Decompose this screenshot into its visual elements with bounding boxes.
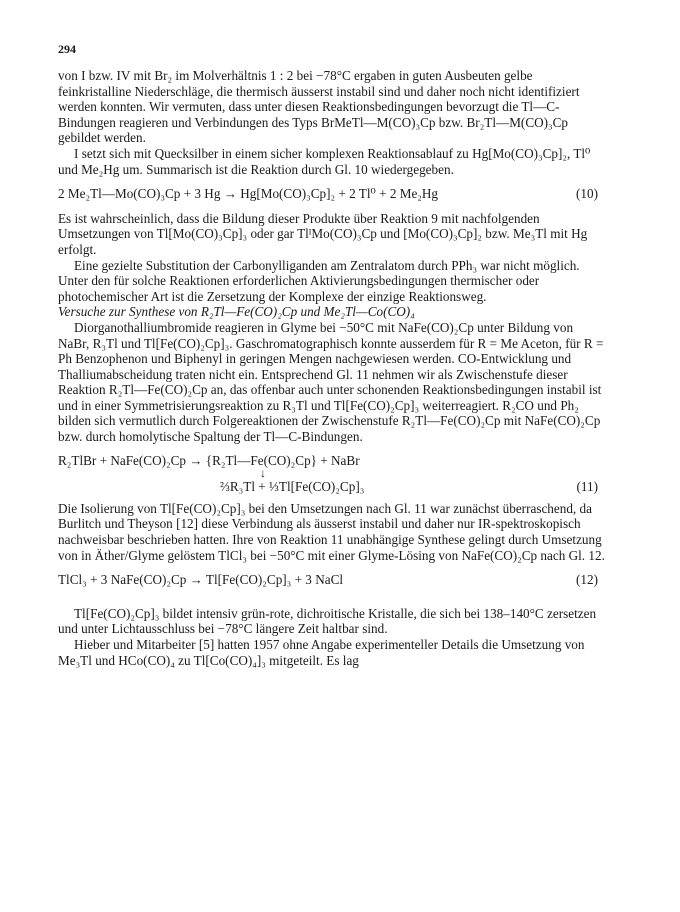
equation-10 <box>58 186 606 202</box>
equation-line <box>58 479 598 495</box>
equation-number: (10) <box>576 186 598 202</box>
paragraph: Tl[Fe(CO)₂Cp]₃ bildet intensiv grün-rote, dichroitische Kristalle, die sich bei 138–140°C zersetzen und unter Lichtausschluss bei −78°C längere Zeit haltbar sind. <box>58 605 597 637</box>
equation-text: TlCl₃ + 3 NaFe(CO)₂Cp → Tl[Fe(CO)₂Cp]₃ + 3 NaCl <box>58 572 344 588</box>
paragraph: Diorganothalliumbromide reagieren in Glyme bei −50°C mit NaFe(CO)₂Cp unter Bildung von NaBr, R₃Tl und Tl[Fe(CO)₂Cp]₃. Gaschromatographisch konnte ausserdem für R = Me Aceton, für R = Ph Benzophenon und Biphenyl in geringen Mengen nachgewiesen werden. CO-Entwicklung und Thalliumabscheidung traten nicht ein. Entsprechend Gl. 11 nehmen wir als Zwischenstufe dieser Reaktion R₂Tl—Fe(CO)₂Cp an, das offenbar auch unter schonenden Reaktionsbedingungen instabil ist und in einer Symmetrisierungsreaktion zu R₃Tl und Tl[Fe(CO)₂Cp]₃ weiterreagiert. R₂CO und Ph₂ bilden sich vermutlich durch Folgereaktionen der Zwischenstufe R₂Tl—Fe(CO)₂Cp mit NaFe(CO)₂Cp bzw. durch homolytische Spaltung der Tl—C-Bindungen. <box>58 319 604 445</box>
equation-number: (12) <box>576 572 598 588</box>
paragraph: Es ist wahrscheinlich, dass die Bildung dieser Produkte über Reaktion 9 mit nachfolgenden Umsetzungen von Tl[Mo(CO)₃Cp]₃ oder gar TlᴵMo(CO)₃Cp und [Mo(CO)₃Cp]₂ bzw. Me₃Tl mit Hg erfolgt. <box>58 210 588 257</box>
equation-text: 2 Me₂Tl—Mo(CO)₃Cp + 3 Hg → Hg[Mo(CO)₃Cp]₂ + 2 Tl⁰ + 2 Me₂Hg <box>58 186 439 202</box>
equation-text: ⅔R₃Tl + ⅓Tl[Fe(CO)₂Cp]₃ <box>220 479 365 495</box>
paragraph: von I bzw. IV mit Br₂ im Molverhältnis 1 : 2 bei −78°C ergaben in guten Ausbeuten gelbe feinkristalline Niederschläge, die thermisch äusserst instabil sind und daher noch nicht identifiziert werden konnten. Wir vermuten, dass unter diesen Reaktionsbedingungen bevorzugt die Tl—C-Bindungen reagieren und Verbindungen des Typs BrMeTl—M(CO)₃Cp bzw. Br₂Tl—M(CO)₃Cp gebildet werden. <box>58 68 580 146</box>
equation-number: (11) <box>576 479 598 495</box>
equation-11 <box>58 453 606 495</box>
paragraph: Hieber und Mitarbeiter [5] hatten 1957 ohne Angabe experimenteller Details die Umsetzung von Me₃Tl und HCo(CO)₄ zu Tl[Co(CO)₄]₃ mitgeteilt. Es lag <box>58 637 585 668</box>
section-heading: Versuche zur Synthese von R₂Tl—Fe(CO)₂Cp und Me₂Tl—Co(CO)₄ <box>58 304 415 320</box>
body-text <box>58 68 606 668</box>
equation-line: R₂TlBr + NaFe(CO)₂Cp → {R₂Tl—Fe(CO)₂Cp} + NaBr <box>58 452 360 468</box>
paragraph: I setzt sich mit Quecksilber in einem sicher komplexen Reaktionsablauf zu Hg[Mo(CO)₃Cp]₂, Tl⁰ und Me₂Hg um. Summarisch ist die Reaktion durch Gl. 10 wiedergegeben. <box>58 145 591 177</box>
paragraph: Die Isolierung von Tl[Fe(CO)₂Cp]₃ bei den Umsetzungen nach Gl. 11 war zunächst überraschend, da Burlitch und Theyson [12] diese Verbindung als äusserst instabil und daher nur IR-spektroskopisch nachweisbar beschrieben hatten. Ihre von Reaktion 11 unabhängige Synthese gelingt durch Umsetzung von in Äther/Glyme gelöstem TlCl₃ bei −50°C mit einer Glyme-Lösing von NaFe(CO)₂Cp nach Gl. 12. <box>58 500 605 563</box>
equation-12 <box>58 572 606 588</box>
page-number: 294 <box>58 42 76 56</box>
paragraph: Eine gezielte Substitution der Carbonylliganden am Zentralatom durch PPh₃ war nicht möglich. Unter den für solche Reaktionen erforderlichen Aktivierungsbedingungen thermischer oder photochemischer Art ist die Zersetzung der Komplexe der einzige Reaktionsweg. <box>58 257 580 304</box>
down-arrow-icon: ↓ <box>260 466 266 481</box>
